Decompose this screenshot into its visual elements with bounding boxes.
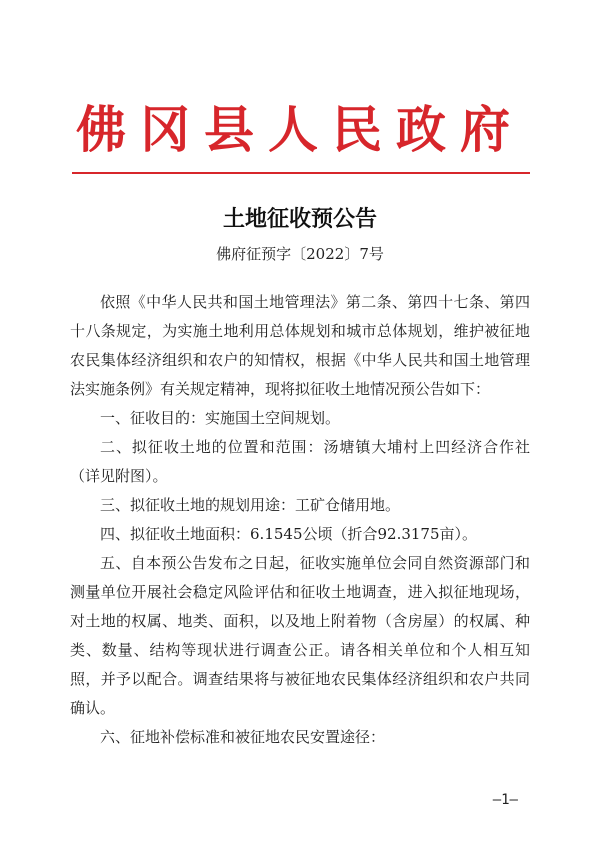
- paragraph-compensation: 六、征地补偿标准和被征地农民安置途径：: [100, 728, 386, 746]
- paragraph-land-use: 三、拟征收土地的规划用途：工矿仓储用地。: [100, 496, 401, 514]
- notice-title: 土地征收预公告: [222, 206, 377, 232]
- notice-body: [70, 288, 530, 752]
- paragraph-location: 二、拟征收土地的位置和范围：汤塘镇大埔村上凹经济合作社（详见附图）。: [70, 438, 530, 485]
- document-number: 佛府征预字〔2022〕7号: [216, 245, 384, 263]
- paragraph-purpose: 一、征收目的：实施国土空间规划。: [100, 409, 341, 427]
- paragraph-survey: 五、自本预公告发布之日起，征收实施单位会同自然资源部门和测量单位开展社会稳定风险评估和征收土地调查，进入拟征地现场，对土地的权属、地类、面积，以及地上附着物（含房屋）的权属、种类、数量、结构等现状进行调查公正。请各相关单位和个人相互知照，并予以配合。调查结果将与被征地农民集体经济组织和农户共同确认。: [70, 554, 530, 717]
- paragraph-intro: 依照《中华人民共和国土地管理法》第二条、第四十七条、第四十八条规定，为实施土地利用总体规划和城市总体规划，维护被征地农民集体经济组织和农户的知情权，根据《中华人民共和国土地管理法实施条例》有关规定精神，现将拟征收土地情况预公告如下：: [70, 293, 530, 398]
- paragraph-area: 四、拟征收土地面积：6.1545公顷（折合92.3175亩）。: [100, 525, 478, 543]
- masthead-red-rule: [72, 172, 530, 174]
- masthead-title: 佛冈县人民政府: [76, 100, 524, 159]
- page-number: —1—: [492, 792, 518, 808]
